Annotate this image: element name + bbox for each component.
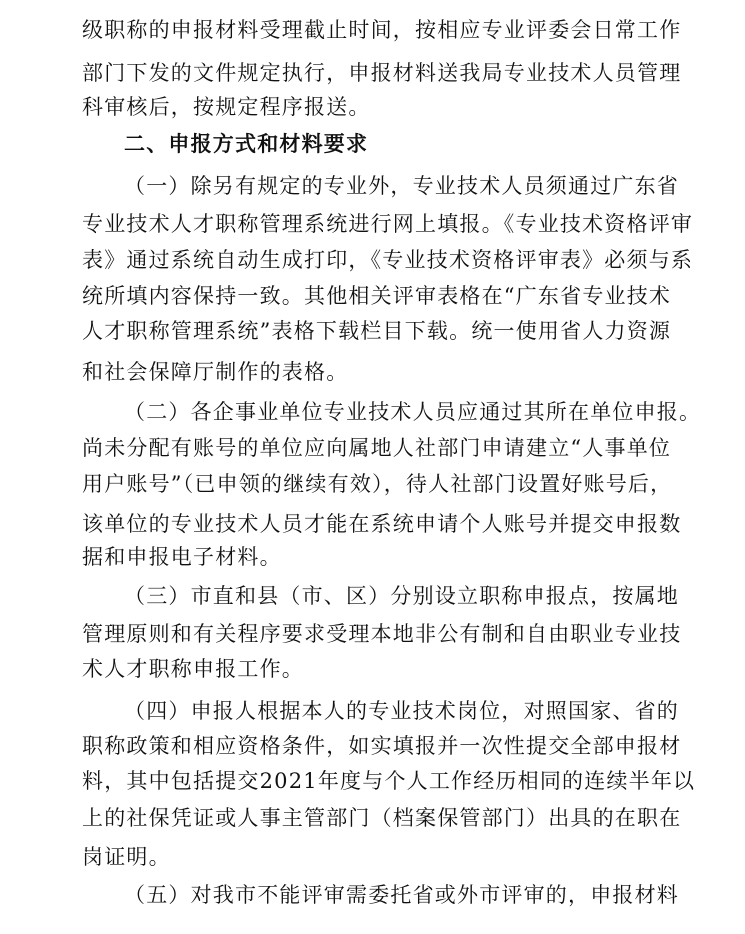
paragraph-line: 尚未分配有账号的单位应向属地人社部门申请建立“人事单位: [82, 436, 672, 460]
paragraph-line: 级职称的申报材料受理截止时间，按相应专业评委会日常工作: [82, 18, 682, 42]
paragraph-line: 部门下发的文件规定执行，申报材料送我局专业技术人员管理: [82, 61, 682, 85]
paragraph-line: 统所填内容保持一致。其他相关评审表格在“广东省专业技术: [82, 284, 672, 308]
paragraph-line: 用户账号”（已申领的继续有效），待人社部门设置好账号后，: [82, 472, 673, 496]
paragraph-line: 料，其中包括提交2021年度与个人工作经历相同的连续半年以: [82, 769, 696, 793]
paragraph-line: 该单位的专业技术人员才能在系统申请个人账号并提交申报数: [82, 512, 682, 536]
paragraph-line: 上的社保凭证或人事主管部门（档案保管部门）出具的在职在: [82, 806, 682, 830]
paragraph-line: 人才职称管理系统”表格下载栏目下载。统一使用省人力资源: [82, 319, 672, 343]
paragraph-line: （四）申报人根据本人的专业技术岗位，对照国家、省的: [124, 699, 679, 723]
paragraph-line: （二）各企事业单位专业技术人员应通过其所在单位申报。: [124, 400, 702, 424]
paragraph-line: 科审核后，按规定程序报送。: [82, 95, 371, 119]
paragraph-line: 岗证明。: [82, 845, 171, 869]
paragraph-line: （三）市直和县（市、区）分别设立职称申报点，按属地: [124, 584, 679, 608]
paragraph-line: （五）对我市不能评审需委托省或外市评审的，申报材料: [124, 883, 679, 907]
paragraph-line: 职称政策和相应资格条件，如实填报并一次性提交全部申报材: [82, 734, 682, 758]
section-heading: 二、申报方式和材料要求: [124, 132, 369, 156]
paragraph-line: 术人才职称申报工作。: [82, 657, 304, 681]
paragraph-line: 专业技术人才职称管理系统进行网上填报。《专业技术资格评审: [82, 212, 694, 236]
paragraph-line: 据和申报电子材料。: [82, 545, 282, 569]
paragraph-line: 表》通过系统自动生成打印，《专业技术资格评审表》必须与系: [82, 248, 694, 272]
paragraph-line: 和社会保障厅制作的表格。: [82, 360, 349, 384]
paragraph-line: 管理原则和有关程序要求受理本地非公有制和自由职业专业技: [82, 622, 682, 646]
paragraph-line: （一）除另有规定的专业外，专业技术人员须通过广东省: [124, 174, 679, 198]
